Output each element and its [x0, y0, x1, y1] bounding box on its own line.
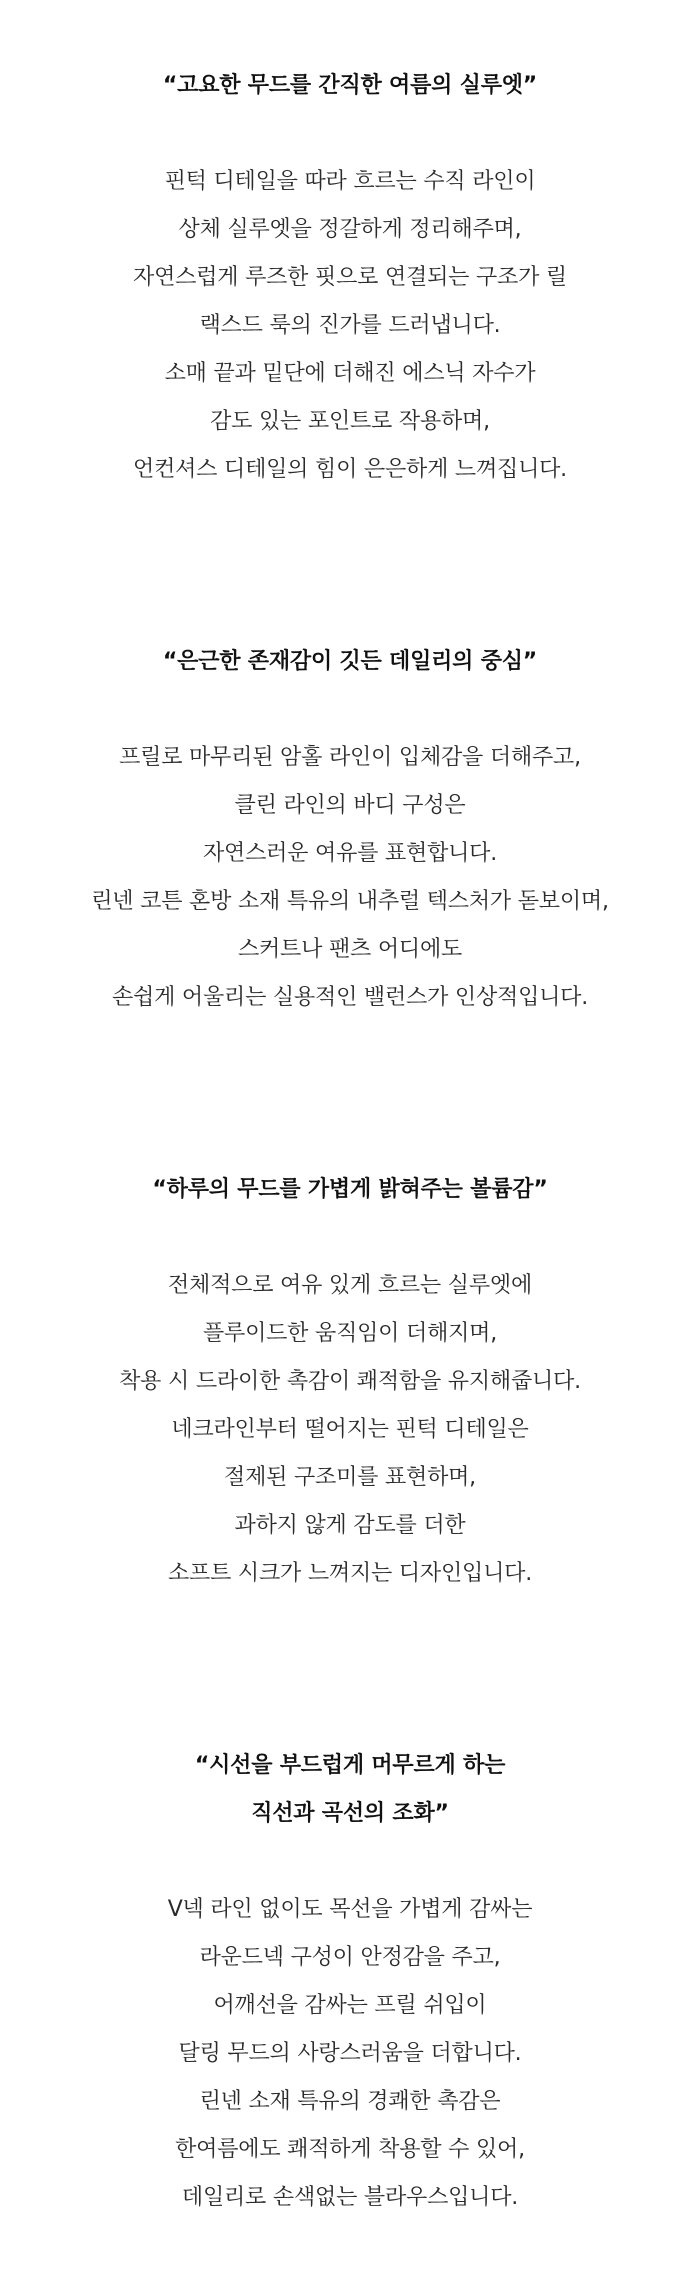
section-3-line-4: 네크라인부터 떨어지는 핀턱 디테일은: [171, 1417, 529, 1442]
section-1-line-1: 핀턱 디테일을 따라 흐르는 수직 라인이: [164, 169, 536, 194]
section-1-line-6: 감도 있는 포인트로 작용하며,: [210, 409, 490, 434]
section-1-heading: [0, 62, 700, 110]
section-2-heading-line-1: “은근한 존재감이 깃든 데일리의 중심”: [162, 649, 538, 674]
section-4-line-6: 한여름에도 쾌적하게 착용할 수 있어,: [175, 2137, 525, 2162]
description-section-3: [0, 1166, 700, 1598]
section-2-line-1: 프릴로 마무리된 암홀 라인이 입체감을 더해주고,: [119, 745, 581, 770]
section-3-line-1: 전체적으로 여유 있게 흐르는 실루엣에: [167, 1273, 532, 1298]
section-1-line-5: 소매 끝과 밑단에 더해진 에스닉 자수가: [164, 361, 536, 386]
section-3-body: [0, 1262, 700, 1598]
section-3-line-3: 착용 시 드라이한 촉감이 쾌적함을 유지해줍니다.: [119, 1369, 581, 1394]
section-2-line-5: 스커트나 팬츠 어디에도: [237, 937, 463, 962]
section-2-line-4: 린넨 코튼 혼방 소재 특유의 내추럴 텍스처가 돋보이며,: [91, 889, 609, 914]
description-section-4: [0, 1742, 700, 2222]
description-section-1: [0, 62, 700, 494]
section-4-heading-line-2: 직선과 곡선의 조화”: [251, 1801, 449, 1826]
section-1-line-7: 언컨셔스 디테일의 힘이 은은하게 느껴집니다.: [133, 457, 567, 482]
description-section-2: [0, 638, 700, 1022]
section-4-line-3: 어깨선을 감싸는 프릴 쉬입이: [213, 1993, 487, 2018]
section-3-heading: [0, 1166, 700, 1214]
section-2-line-3: 자연스러운 여유를 표현합니다.: [202, 841, 498, 866]
section-2-line-6: 손쉽게 어울리는 실용적인 밸런스가 인상적입니다.: [111, 985, 589, 1010]
section-4-line-7: 데일리로 손색없는 블라우스입니다.: [181, 2185, 519, 2210]
section-3-line-2: 플루이드한 움직임이 더해지며,: [202, 1321, 498, 1346]
section-1-line-3: 자연스럽게 루즈한 핏으로 연결되는 구조가 릴: [133, 265, 567, 290]
section-3-line-6: 과하지 않게 감도를 더한: [234, 1513, 466, 1538]
section-4-line-1: V넥 라인 없이도 목선을 가볍게 감싸는: [167, 1897, 533, 1922]
section-3-line-7: 소프트 시크가 느껴지는 디자인입니다.: [167, 1561, 532, 1586]
section-4-line-2: 라운드넥 구성이 안정감을 주고,: [199, 1945, 501, 1970]
section-4-heading: [0, 1742, 700, 1838]
section-4-line-5: 린넨 소재 특유의 경쾌한 촉감은: [199, 2089, 501, 2114]
section-2-heading: [0, 638, 700, 686]
section-2-line-2: 클린 라인의 바디 구성은: [234, 793, 466, 818]
section-4-line-4: 달링 무드의 사랑스러움을 더합니다.: [178, 2041, 522, 2066]
section-3-line-5: 절제된 구조미를 표현하며,: [224, 1465, 476, 1490]
section-3-heading-line-1: “하루의 무드를 가볍게 밝혀주는 볼륨감”: [152, 1177, 548, 1202]
section-4-heading-line-1: “시선을 부드럽게 머무르게 하는: [194, 1753, 506, 1778]
section-1-line-4: 랙스드 룩의 진가를 드러냅니다.: [199, 313, 501, 338]
section-4-body: [0, 1886, 700, 2222]
section-1-line-2: 상체 실루엣을 정갈하게 정리해주며,: [178, 217, 522, 242]
section-2-body: [0, 734, 700, 1022]
section-1-heading-line-1: “고요한 무드를 간직한 여름의 실루엣”: [162, 73, 538, 98]
section-1-body: [0, 158, 700, 494]
